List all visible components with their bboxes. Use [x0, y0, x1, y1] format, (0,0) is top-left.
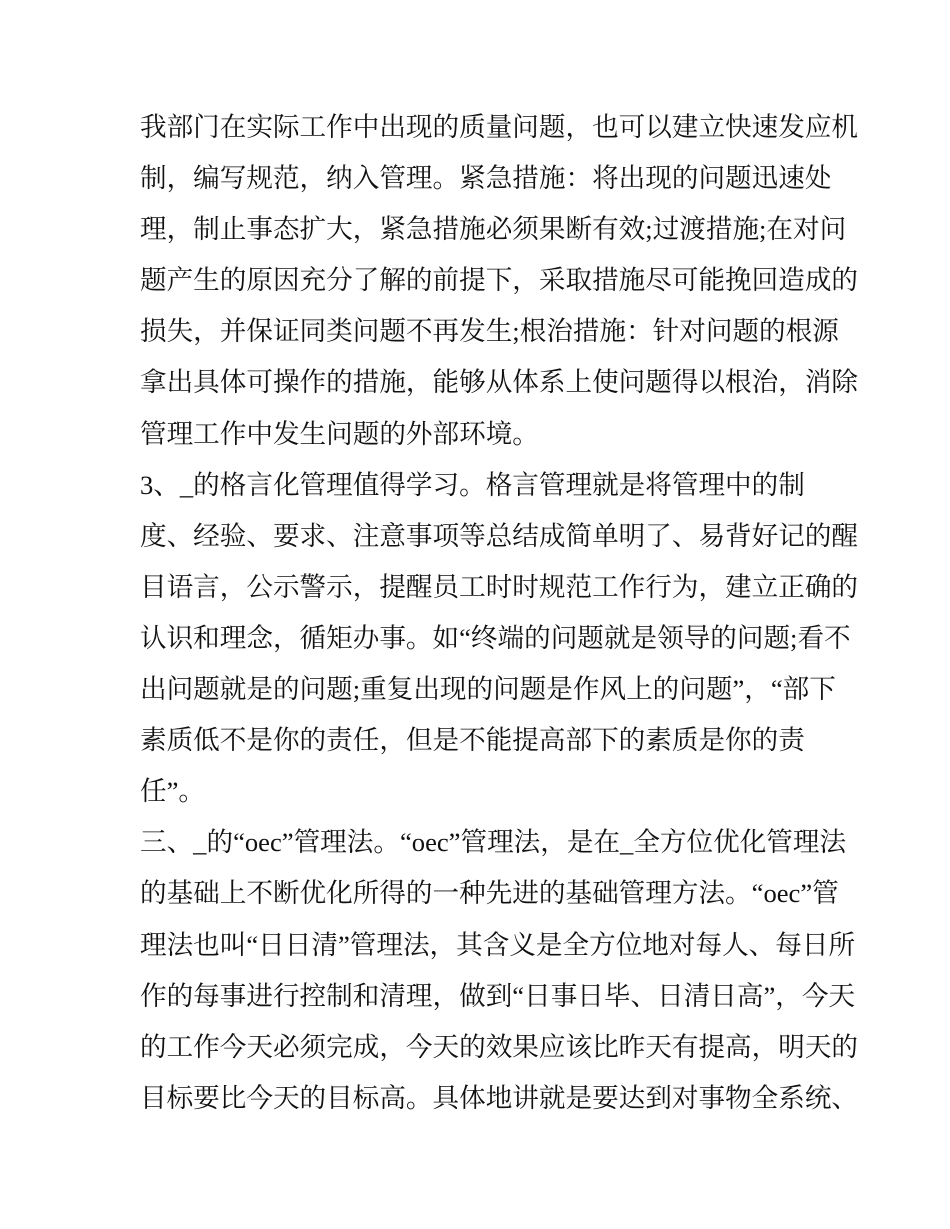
- text-line: 题产生的原因充分了解的前提下，采取措施尽可能挽回造成的: [140, 265, 859, 296]
- text-line: 任”。: [140, 776, 205, 807]
- text-line: 目语言，公示警示，提醒员工时时规范工作行为，建立正确的: [140, 571, 859, 602]
- text-line: 认识和理念，循矩办事。如“终端的问题就是领导的问题;看不: [140, 622, 851, 653]
- text-line: 目标要比今天的目标高。具体地讲就是要达到对事物全系统、: [140, 1082, 859, 1113]
- text-line: 损失，并保证同类问题不再发生;根治措施：针对问题的根源: [140, 316, 839, 347]
- text-line: 理，制止事态扩大，紧急措施必须果断有效;过渡措施;在对问: [140, 214, 847, 245]
- text-line: 拿出具体可操作的措施，能够从体系上使问题得以根治，消除: [140, 367, 859, 398]
- text-line: 度、经验、要求、注意事项等总结成简单明了、易背好记的醒: [140, 520, 859, 551]
- text-line: 3、_的格言化管理值得学习。格言管理就是将管理中的制: [140, 469, 805, 500]
- text-line: 制，编写规范，纳入管理。紧急措施：将出现的问题迅速处: [140, 163, 832, 194]
- text-line: 管理工作中发生问题的外部环境。: [140, 418, 539, 449]
- text-line: 三、_的“oec”管理法。“oec”管理法，是在_全方位优化管理法: [140, 827, 847, 858]
- text-line: 我部门在实际工作中出现的质量问题，也可以建立快速发应机: [140, 112, 859, 142]
- document-page: [140, 102, 859, 1124]
- text-line: 的基础上不断优化所得的一种先进的基础管理方法。“oec”管: [140, 878, 839, 909]
- text-line: 的工作今天必须完成，今天的效果应该比昨天有提高，明天的: [140, 1031, 859, 1062]
- text-line: 理法也叫“日日清”管理法，其含义是全方位地对每人、每日所: [140, 929, 856, 960]
- text-line: 作的每事进行控制和清理，做到“日事日毕、日清日高”，今天: [140, 980, 856, 1011]
- text-line: 素质低不是你的责任，但是不能提高部下的素质是你的责: [140, 725, 805, 756]
- text-line: 出问题就是的问题;重复出现的问题是作风上的问题”，“部下: [140, 674, 836, 705]
